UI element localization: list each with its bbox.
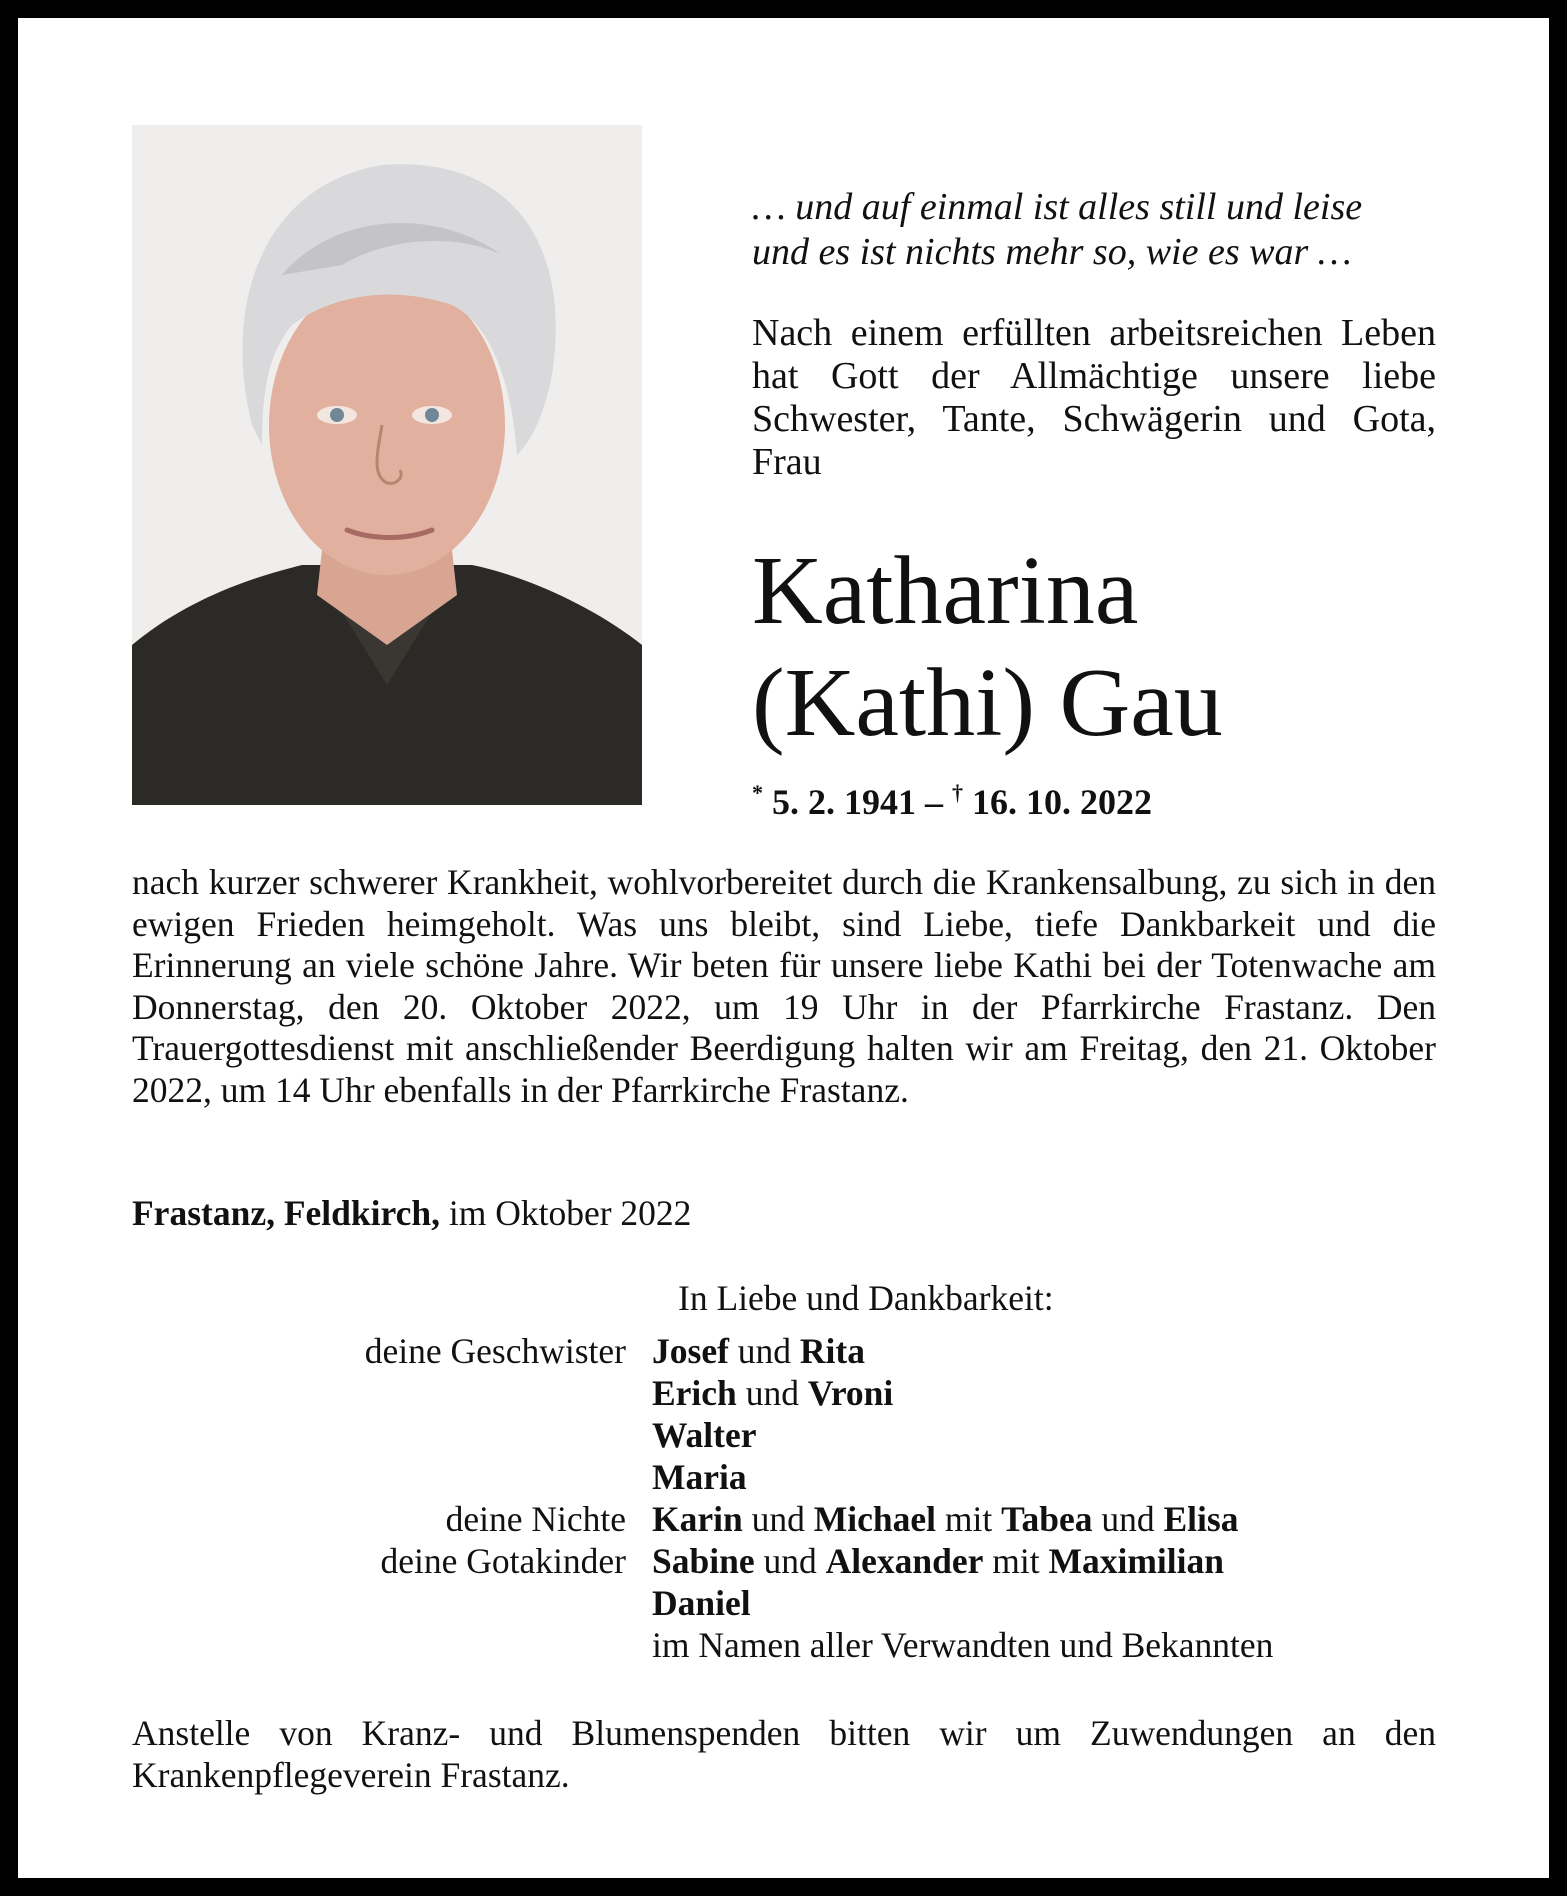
donation-note: Anstelle von Kranz- und Blumenspenden bitten wir um Zuwendungen an den Krankenpflegeverein Frastanz. — [132, 1713, 1436, 1795]
mourner-name: Rita — [799, 1331, 865, 1371]
date-separator: – — [925, 782, 943, 822]
death-date: 16. 10. 2022 — [972, 782, 1152, 822]
connector-word: und — [1101, 1499, 1155, 1539]
mourner-row — [132, 1372, 1452, 1414]
mourner-row — [132, 1582, 1452, 1624]
mourner-name: Michael — [813, 1499, 936, 1539]
quote-line-2: und es ist nichts mehr so, wie es war … — [752, 231, 1352, 273]
mourner-name: Walter — [652, 1415, 757, 1455]
name-line-2: (Kathi) Gau — [752, 649, 1223, 757]
mourner-names — [652, 1372, 893, 1414]
mourner-name: Daniel — [652, 1583, 751, 1623]
mourners-list — [132, 1330, 1452, 1666]
mourner-names — [652, 1456, 747, 1498]
life-dates — [752, 772, 1352, 823]
name-line-1: Katharina — [752, 537, 1139, 645]
mourner-names — [652, 1582, 751, 1624]
mourner-role: deine Gotakinder — [380, 1541, 626, 1581]
mourner-name: Alexander — [825, 1541, 984, 1581]
mourner-row — [132, 1330, 1452, 1372]
mourner-name: Maximilian — [1048, 1541, 1224, 1581]
mourner-names — [652, 1414, 757, 1456]
connector-word: und — [745, 1373, 799, 1413]
mourner-names — [652, 1498, 1238, 1540]
mourner-row — [132, 1624, 1452, 1666]
portrait-illustration — [132, 125, 642, 805]
mourner-name: Elisa — [1163, 1499, 1239, 1539]
mourner-name: Maria — [652, 1457, 747, 1497]
death-symbol: † — [952, 780, 963, 805]
memorial-quote — [752, 185, 1432, 275]
mourner-row — [132, 1414, 1452, 1456]
mourners-heading: In Liebe und Dankbarkeit: — [678, 1278, 1054, 1318]
mourner-row — [132, 1540, 1452, 1582]
mourner-name: Josef — [652, 1331, 729, 1371]
mourner-name: Vroni — [807, 1373, 894, 1413]
mourner-role: deine Nichte — [445, 1499, 626, 1539]
connector-word: mit — [992, 1541, 1040, 1581]
quote-line-1: … und auf einmal ist alles still und leise — [752, 186, 1363, 228]
mourner-row — [132, 1456, 1452, 1498]
mourner-names — [652, 1330, 865, 1372]
connector-word: und — [737, 1331, 792, 1371]
deceased-name — [752, 535, 1512, 759]
mourner-row — [132, 1498, 1452, 1540]
mourner-name: Erich — [652, 1373, 737, 1413]
mourner-role: deine Geschwister — [364, 1331, 626, 1371]
mourner-name: Tabea — [1001, 1499, 1093, 1539]
connector-word: und — [763, 1541, 817, 1581]
connector-word: mit — [944, 1499, 993, 1539]
intro-paragraph: Nach einem erfüllten arbeitsreichen Leben hat Gott der Allmächtige unsere liebe Schwester, Tante, Schwägerin und Gota, Frau — [752, 312, 1436, 483]
place-and-date — [132, 1192, 1032, 1234]
place-date: im Oktober 2022 — [448, 1193, 692, 1233]
portrait-photo — [132, 125, 642, 805]
birth-date: 5. 2. 1941 — [772, 782, 916, 822]
announcement-body: nach kurzer schwerer Krankheit, wohlvorbereitet durch die Krankensalbung, zu sich in den ewigen Frieden heimgeholt. Was uns bleibt, sind Liebe, tiefe Dankbarkeit und die Erinnerung an viele schöne Jahre. Wir beten für unsere liebe Kathi bei der Totenwache am Donnerstag, den 20. Oktober 2022, um 19 Uhr in der Pfarrkirche Frastanz. Den Trauergottesdienst mit anschließender Beerdigung halten wir am Freitag, den 21. Oktober 2022, um 14 Uhr ebenfalls in der Pfarrkirche Frastanz. — [132, 862, 1436, 1110]
mourner-name: Sabine — [652, 1541, 755, 1581]
mourner-name: Karin — [652, 1499, 743, 1539]
place-locations: Frastanz, Feldkirch, — [132, 1193, 440, 1233]
mourner-names — [652, 1540, 1224, 1582]
birth-symbol: * — [752, 780, 763, 805]
connector-word: und — [751, 1499, 805, 1539]
closing-line: im Namen aller Verwandten und Bekannten — [652, 1625, 1274, 1665]
